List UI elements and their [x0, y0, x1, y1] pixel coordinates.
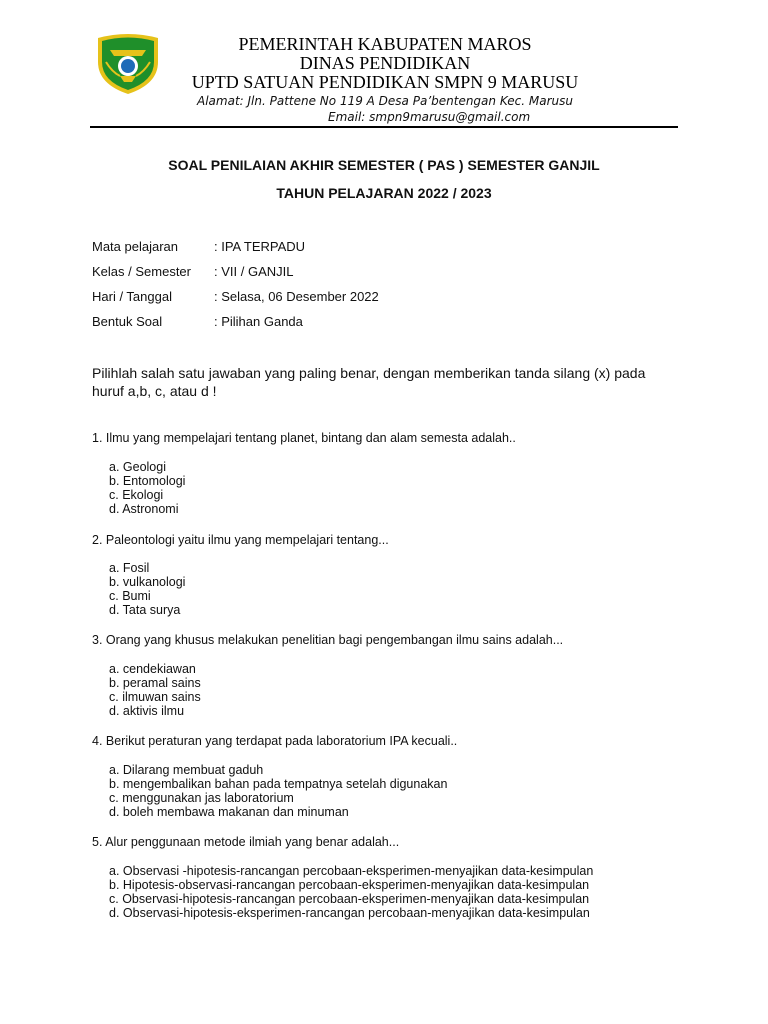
option-1d: d. Astronomi — [109, 502, 179, 516]
header-email: Email: smpn9marusu@gmail.com — [328, 110, 531, 124]
question-4: 4. Berikut peraturan yang terdapat pada laboratorium IPA kecuali.. — [92, 734, 458, 748]
question-2: 2. Paleontologi yaitu ilmu yang mempelajari tentang... — [92, 533, 389, 547]
option-4a: a. Dilarang membuat gaduh — [109, 763, 264, 777]
info-label: Hari / Tanggal — [92, 289, 172, 304]
option-2c: c. Bumi — [109, 589, 151, 603]
info-label: Mata pelajaran — [92, 239, 178, 254]
header-address: Alamat: Jln. Pattene No 119 A Desa Pa’bentengan Kec. Marusu — [197, 94, 573, 108]
option-5c: c. Observasi-hipotesis-rancangan percobaan-eksperimen-menyajikan data-kesimpulan — [109, 892, 590, 906]
option-5d: d. Observasi-hipotesis-eksperimen-rancangan percobaan-menyajikan data-kesimpulan — [109, 906, 590, 920]
option-3d: d. aktivis ilmu — [109, 704, 185, 718]
header-divider — [90, 126, 678, 128]
question-3: 3. Orang yang khusus melakukan penelitian bagi pengembangan ilmu sains adalah... — [92, 633, 564, 647]
instruction-line-1: Pilihlah salah satu jawaban yang paling benar, dengan memberikan tanda silang (x) pada — [92, 365, 646, 381]
option-4b: b. mengembalikan bahan pada tempatnya setelah digunakan — [109, 777, 448, 791]
option-5a: a. Observasi -hipotesis-rancangan percobaan-eksperimen-menyajikan data-kesimpulan — [109, 864, 594, 878]
option-3a: a. cendekiawan — [109, 662, 196, 676]
info-value: : Pilihan Ganda — [214, 314, 303, 329]
option-3c: c. ilmuwan sains — [109, 690, 201, 704]
option-4c: c. menggunakan jas laboratorium — [109, 791, 294, 805]
header-school: UPTD SATUAN PENDIDIKAN SMPN 9 MARUSU — [191, 72, 579, 92]
instruction-line-2: huruf a,b, c, atau d ! — [92, 383, 217, 399]
info-value: : IPA TERPADU — [214, 239, 306, 254]
info-label: Bentuk Soal — [92, 314, 163, 329]
question-5: 5. Alur penggunaan metode ilmiah yang benar adalah... — [92, 835, 400, 849]
academic-year: TAHUN PELAJARAN 2022 / 2023 — [276, 185, 492, 201]
option-2a: a. Fosil — [109, 561, 150, 575]
header-government: PEMERINTAH KABUPATEN MAROS — [238, 34, 532, 54]
info-value: : VII / GANJIL — [214, 264, 294, 279]
option-3b: b. peramal sains — [109, 676, 201, 690]
option-4d: d. boleh membawa makanan dan minuman — [109, 805, 349, 819]
option-1a: a. Geologi — [109, 460, 166, 474]
option-5b: b. Hipotesis-observasi-rancangan percobaan-eksperimen-menyajikan data-kesimpulan — [109, 878, 590, 892]
option-1c: c. Ekologi — [109, 488, 164, 502]
option-2d: d. Tata surya — [109, 603, 181, 617]
header-department: DINAS PENDIDIKAN — [299, 53, 471, 73]
question-1: 1. Ilmu yang mempelajari tentang planet, bintang dan alam semesta adalah.. — [92, 431, 516, 445]
option-1b: b. Entomologi — [109, 474, 186, 488]
option-2b: b. vulkanologi — [109, 575, 186, 589]
info-label: Kelas / Semester — [92, 264, 191, 279]
info-value: : Selasa, 06 Desember 2022 — [214, 289, 379, 304]
exam-title: SOAL PENILAIAN AKHIR SEMESTER ( PAS ) SEMESTER GANJIL — [168, 157, 600, 173]
